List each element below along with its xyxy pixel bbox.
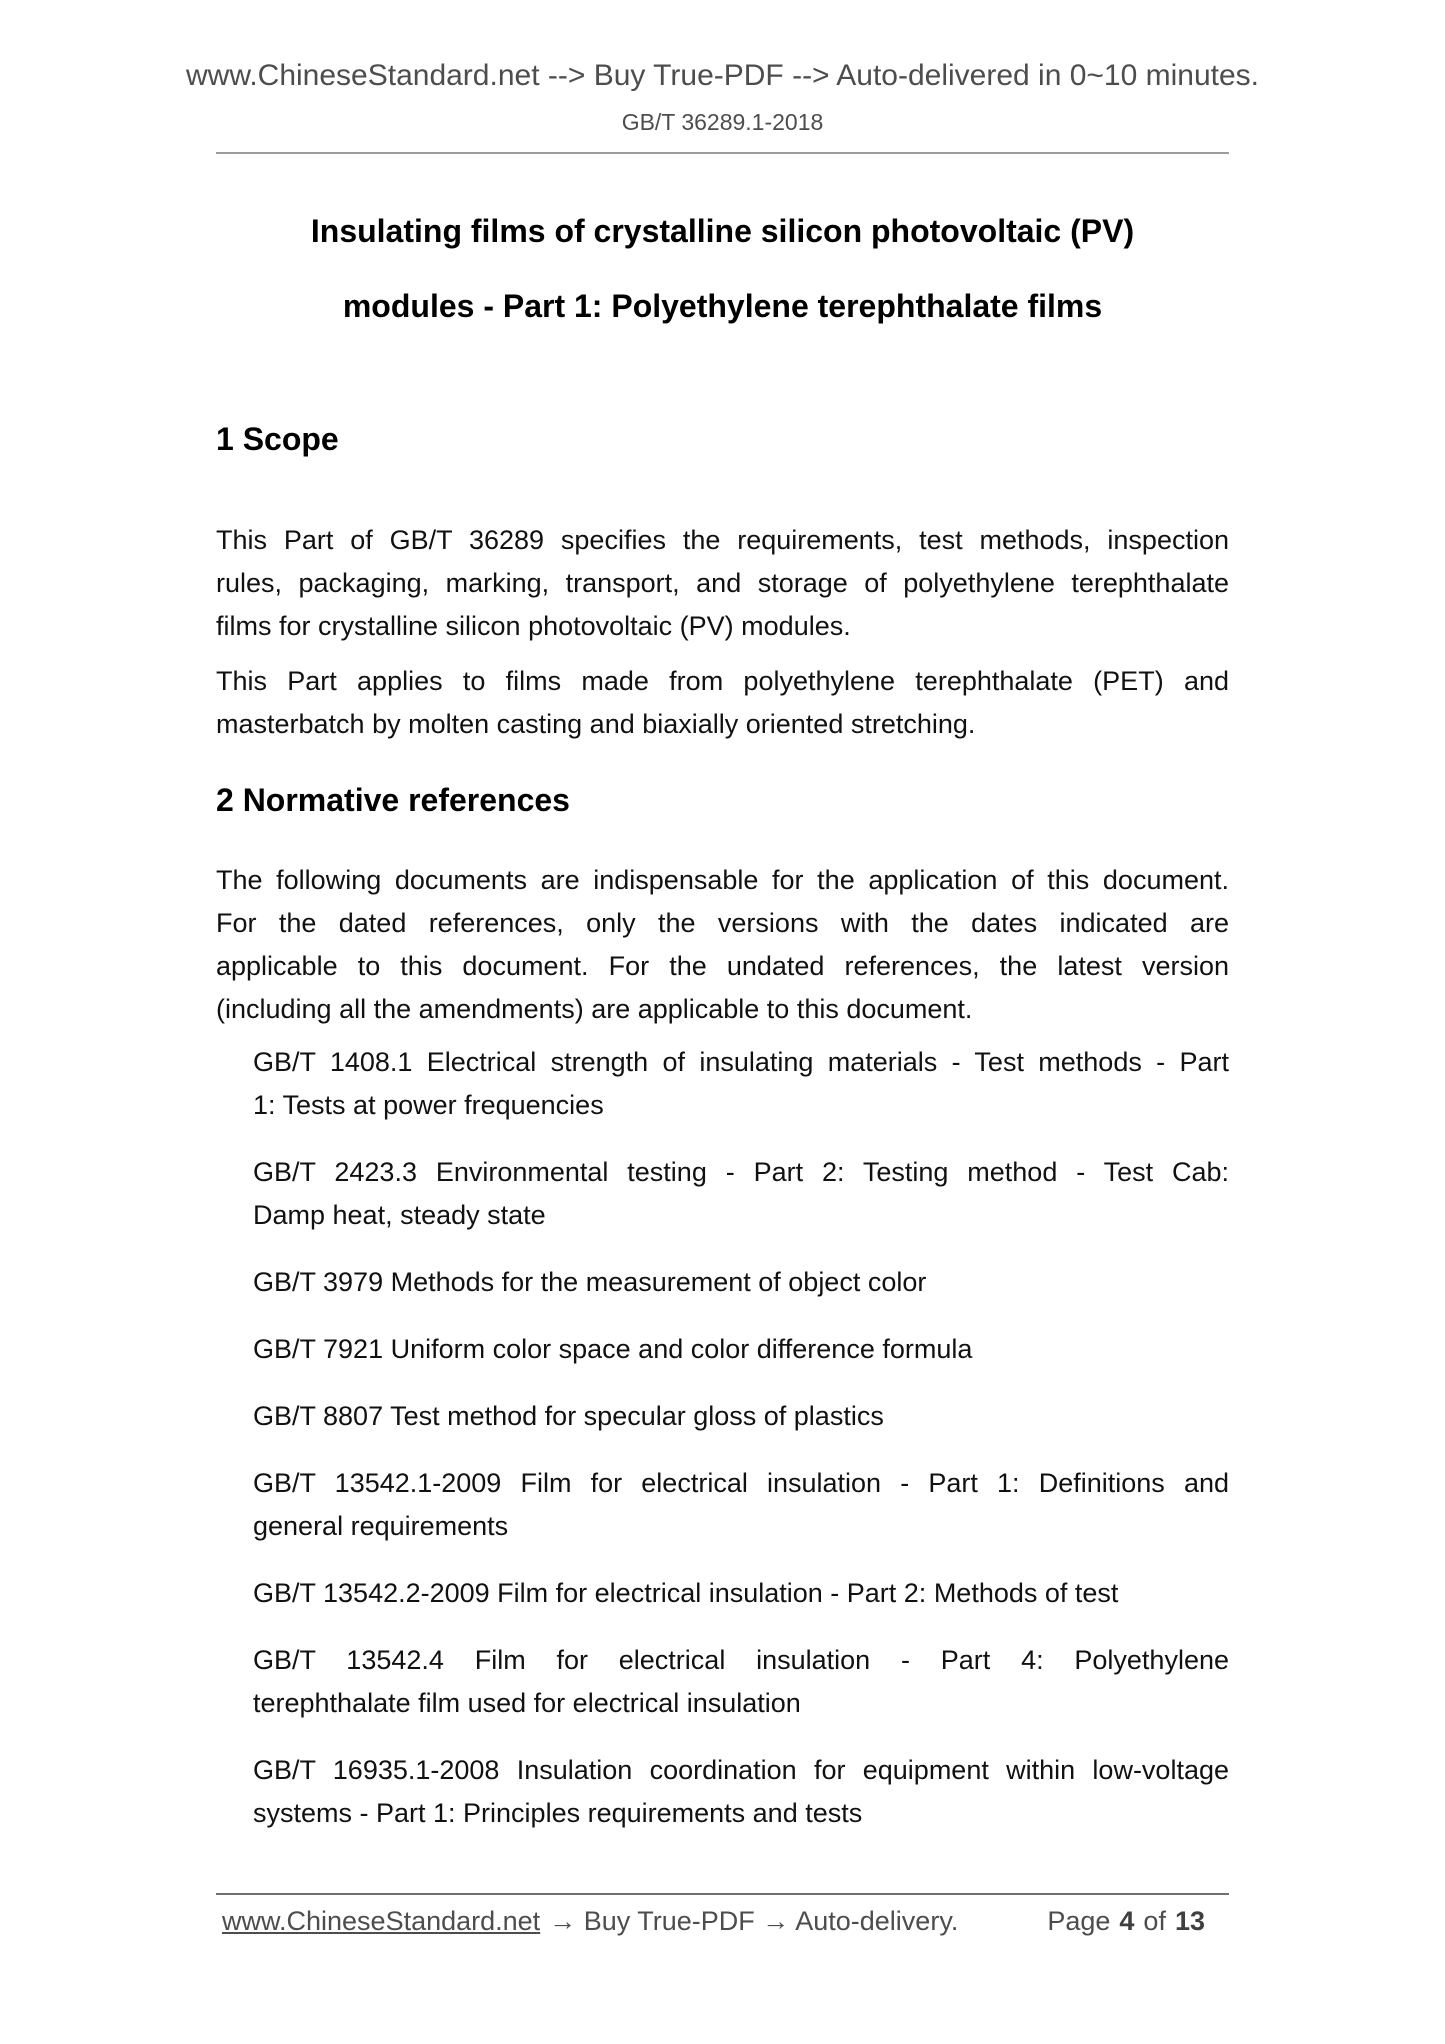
reference-item: [216, 1572, 1229, 1615]
reference-line: GB/T 13542.1-2009 Film for electrical insulation - Part 1: Definitions and: [253, 1468, 1229, 1498]
paragraph-line: (including all the amendments) are applicable to this document.: [216, 994, 973, 1024]
reference-line: GB/T 3979 Methods for the measurement of object color: [253, 1267, 927, 1297]
footer-site-link[interactable]: www.ChineseStandard.net: [222, 1906, 541, 1936]
reference-line: GB/T 8807 Test method for specular gloss of plastics: [253, 1401, 884, 1431]
reference-line: GB/T 13542.2-2009 Film for electrical insulation - Part 2: Methods of test: [253, 1578, 1119, 1608]
reference-line: GB/T 16935.1-2008 Insulation coordination for equipment within low-voltage: [253, 1755, 1229, 1785]
reference-item: [216, 1639, 1229, 1725]
footer-left: [222, 1904, 958, 1938]
paragraph: [216, 519, 1229, 648]
page-indicator: [1047, 1904, 1205, 1938]
page-footer: [216, 1904, 1229, 1938]
reference-item: [216, 1151, 1229, 1237]
section-heading: 2 Normative references: [216, 782, 570, 818]
paragraph-line: This Part applies to films made from polyethylene terephthalate (PET) and: [216, 666, 1229, 696]
reference-item: [216, 1749, 1229, 1835]
reference-line: systems - Part 1: Principles requirements and tests: [253, 1798, 863, 1828]
document-body: [216, 194, 1229, 1835]
page-current: 4: [1119, 1906, 1135, 1936]
reference-line: 1: Tests at power frequencies: [253, 1090, 604, 1120]
paragraph-line: applicable to this document. For the undated references, the latest version: [216, 951, 1229, 981]
paragraph-line: masterbatch by molten casting and biaxially oriented stretching.: [216, 709, 976, 739]
reference-line: Damp heat, steady state: [253, 1200, 546, 1230]
reference-line: GB/T 13542.4 Film for electrical insulation - Part 4: Polyethylene: [253, 1645, 1229, 1675]
paragraph: [216, 660, 1229, 746]
reference-item: [216, 1462, 1229, 1548]
paragraph-line: The following documents are indispensable for the application of this document.: [216, 865, 1229, 895]
footer-delivery-text: → Buy True-PDF → Auto-delivery.: [549, 1906, 959, 1936]
page-of-label: of: [1143, 1906, 1166, 1936]
reference-item: [216, 1328, 1229, 1371]
document-title-line-1: Insulating films of crystalline silicon photovoltaic (PV): [310, 213, 1135, 249]
reference-line: terephthalate film used for electrical insulation: [253, 1688, 801, 1718]
reference-line: GB/T 2423.3 Environmental testing - Part 2: Testing method - Test Cab:: [253, 1157, 1229, 1187]
paragraph-line: This Part of GB/T 36289 specifies the requirements, test methods, inspection: [216, 525, 1229, 555]
reference-item: [216, 1041, 1229, 1127]
reference-item: [216, 1395, 1229, 1438]
reference-line: general requirements: [253, 1511, 509, 1541]
header-rule: [216, 152, 1229, 154]
reference-line: GB/T 7921 Uniform color space and color difference formula: [253, 1334, 973, 1364]
paragraph-line: For the dated references, only the versions with the dates indicated are: [216, 908, 1229, 938]
section-heading: 1 Scope: [216, 421, 339, 457]
paragraph-line: rules, packaging, marking, transport, and storage of polyethylene terephthalate: [216, 568, 1229, 598]
document-title: [216, 194, 1229, 344]
page-total: 13: [1174, 1906, 1205, 1936]
document-title-line-2: modules - Part 1: Polyethylene terephthalate films: [342, 288, 1103, 324]
page-label: Page: [1047, 1906, 1111, 1936]
page-header: [0, 58, 1445, 136]
footer-rule: [216, 1893, 1229, 1895]
paragraph-line: films for crystalline silicon photovoltaic (PV) modules.: [216, 611, 851, 641]
reference-item: [216, 1261, 1229, 1304]
reference-line: GB/T 1408.1 Electrical strength of insulating materials - Test methods - Part: [253, 1047, 1229, 1077]
paragraph: [216, 859, 1229, 1031]
header-site-line: www.ChineseStandard.net --> Buy True-PDF --> Auto-delivered in 0~10 minutes.: [185, 59, 1260, 92]
header-standard-number: GB/T 36289.1-2018: [621, 109, 824, 135]
